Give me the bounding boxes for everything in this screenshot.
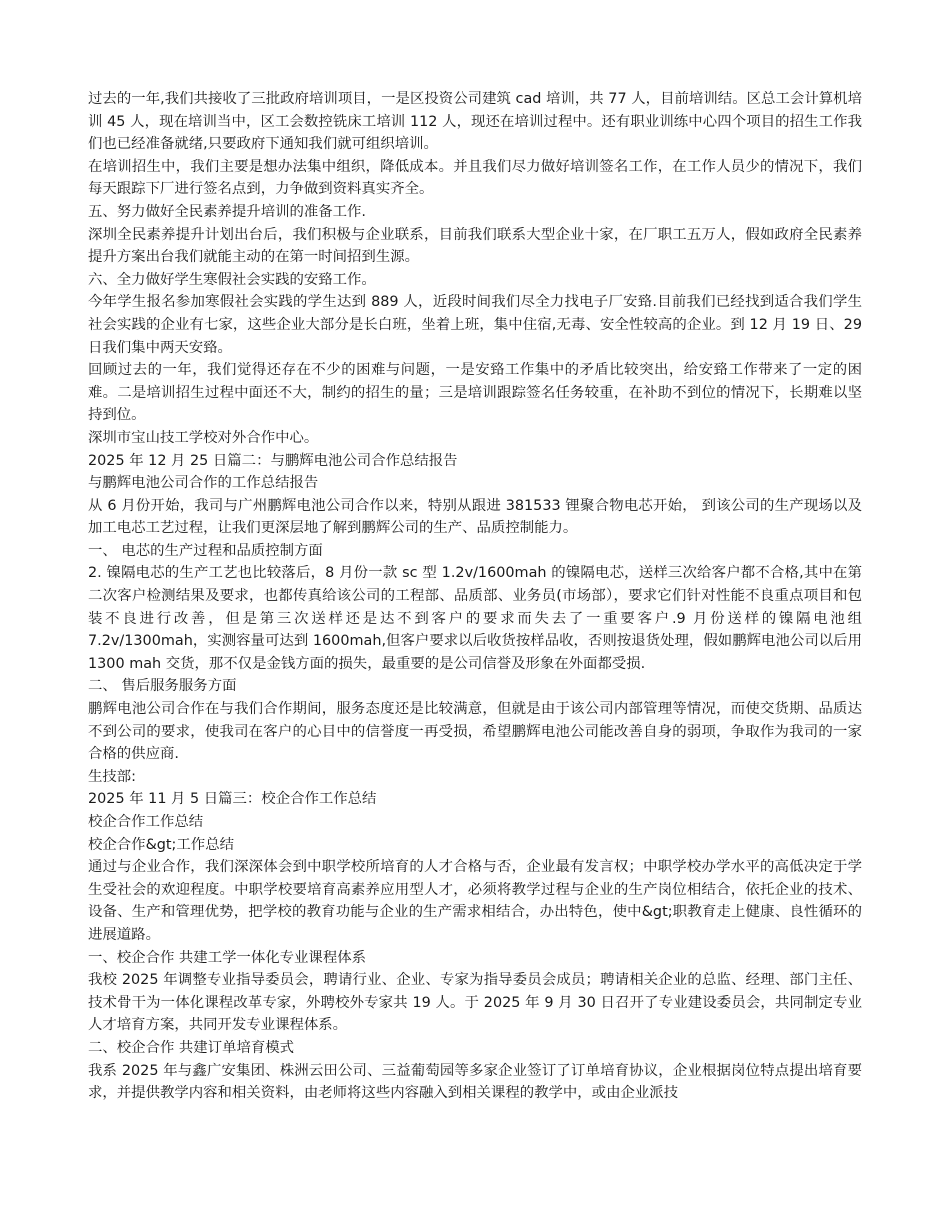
paragraph-nickel-cell: 2. 镍隔电芯的生产工艺也比较落后，8 月份一款 sc 型 1.2v/1600mah 的镍隔电芯，送样三次给客户都不合格,其中在第二次客户检测结果及要求，也都传真给该公司的工程部、品质部、业务员(市场部），要求它们针对性能不良重点项目和包装不良进行改善，但是第三次送样还是达不到客户的要求而失去了一重要客户.9 月份送样的镍隔电池组 7.2v/1300mah，实测容量可达到 1600mah,但客户要求以后收货按样品收，否则按退货处理，假如鹏辉电池公司以后用 1300 mah 交货，那不仅是金钱方面的损失，最重要的是公司信誉及形象在外面都受损. <box>88 565 862 672</box>
paragraph-curriculum: 我校 2025 年调整专业指导委员会，聘请行业、企业、专家为指导委员会成员；聘请相关企业的总监、经理、部门主任、技术骨干为一体化课程改革专家，外聘校外专家共 19 人。于 2025 年 9 月 30 日召开了专业建设委员会，共同制定专业人才培育方案，共同开发专业课程体系。 <box>88 972 862 1034</box>
heading-section-five: 五、努力做好全民素养提升培训的准备工作. <box>88 203 366 220</box>
signature-department: 生技部: <box>88 768 137 785</box>
paragraph-after-sales: 鹏辉电池公司合作在与我们合作期间，服务态度还是比较满意，但就是由于该公司内部管理等情况，而使交货期、品质达不到公司的要求，使我司在客户的心目中的信誉度一再受损，希望鹏辉电池公司能改善自身的弱项，争取作为我司的一家合格的供应商. <box>88 701 862 763</box>
heading-section-six: 六、全力做好学生寒假社会实践的安臵工作。 <box>88 271 376 288</box>
title-article-two: 与鹏辉电池公司合作的工作总结报告 <box>88 475 319 492</box>
heading-order-training: 二、校企合作 共建订单培育模式 <box>88 1039 295 1056</box>
heading-article-three: 2025 年 11 月 5 日篇三：校企合作工作总结 <box>88 791 377 808</box>
subtitle-article-three: 校企合作&gt;工作总结 <box>88 836 234 853</box>
heading-curriculum: 一、校企合作 共建工学一体化专业课程体系 <box>88 949 366 966</box>
paragraph-school-enterprise: 通过与企业合作，我们深深体会到中职学校所培育的人才合格与否，企业最有发言权；中职学校办学水平的高低决定于学生受社会的欢迎程度。中职学校要培育高素养应用型人才，必须将教学过程与企业的生产岗位相结合，依托企业的技术、设备、生产和管理优势，把学校的教育功能与企业的生产需求相结合，办出特色，使中&gt;职教育走上健康、良性循环的进展道路。 <box>88 859 862 943</box>
paragraph-enrollment: 在培训招生中，我们主要是想办法集中组织，降低成本。并且我们尽力做好培训签名工作，在工作人员少的情况下，我们每天跟踪下厂进行签名点到，力争做到资料真实齐全。 <box>88 158 862 198</box>
paragraph-quality-plan: 深圳全民素养提升计划出台后，我们积极与企业联系，目前我们联系大型企业十家，在厂职工五万人，假如政府全民素养提升方案出台我们就能主动的在第一时间招到生源。 <box>88 226 862 266</box>
paragraph-order-training: 我系 2025 年与鑫广安集团、株洲云田公司、三益葡萄园等多家企业签订了订单培育协议，企业根据岗位特点提出培育要求，并提供教学内容和相关资料，由老师将这些内容融入到相关课程的教学中，或由企业派技 <box>88 1062 862 1102</box>
paragraph-review: 回顾过去的一年，我们觉得还存在不少的困难与问题，一是安臵工作集中的矛盾比较突出，给安臵工作带来了一定的困难。二是培训招生过程中面还不大，制约的招生的量；三是培训跟踪签名任务较重，在补助不到位的情况下，长期难以坚持到位。 <box>88 362 862 424</box>
paragraph-cooperation-intro: 从 6 月份开始，我司与广州鹏辉电池公司合作以来，特别从跟进 381533 锂聚合物电芯开始， 到该公司的生产现场以及加工电芯工艺过程，让我们更深层地了解到鹏辉公司的生产、品质控制能力。 <box>88 497 862 537</box>
title-article-three: 校企合作工作总结 <box>88 814 204 830</box>
signature-school: 深圳市宝山技工学校对外合作中心。 <box>88 429 319 446</box>
heading-article-two: 2025 年 12 月 25 日篇二：与鹏辉电池公司合作总结报告 <box>88 452 458 469</box>
heading-after-sales: 二、 售后服务服务方面 <box>88 678 237 695</box>
heading-production-quality: 一、 电芯的生产过程和品质控制方面 <box>88 542 323 559</box>
paragraph-winter-practice: 今年学生报名参加寒假社会实践的学生达到 889 人，近段时间我们尽全力找电子厂安臵.目前我们已经找到适合我们学生社会实践的企业有七家，这些企业大部分是长白班，坐着上班，集中住宿,无毒、安全性较高的企业。到 12 月 19 日、29 日我们集中两天安臵。 <box>88 294 862 356</box>
paragraph-training-projects: 过去的一年,我们共接收了三批政府培训项目，一是区投资公司建筑 cad 培训，共 77 人，目前培训结。区总工会计算机培训 45 人，现在培训当中，区工会数控铣床工培训 112 人，现还在培训过程中。还有职业训练中心四个项目的招生工作我们也已经准备就绪,只要政府下通知我们就可组织培训。 <box>88 91 862 153</box>
